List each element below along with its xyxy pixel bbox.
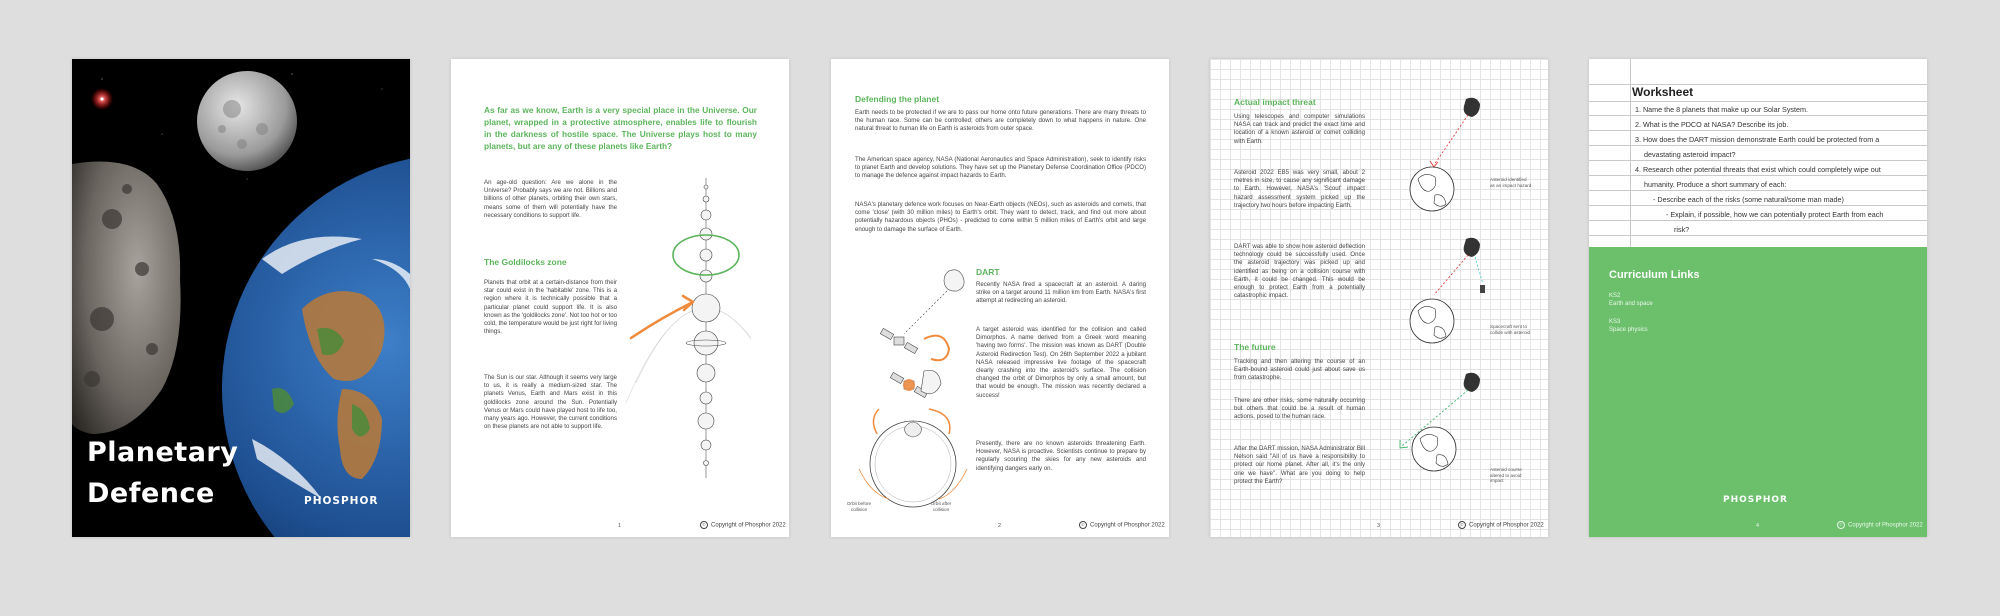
cover-brand-logo: PHOSPHOR xyxy=(304,495,379,507)
page-impact-threat xyxy=(1210,59,1548,537)
page4-copyright: © Copyright of Phosphor 2022 xyxy=(1837,521,1923,529)
caption-spacecraft: Spacecraft sent to collide with asteroid xyxy=(1490,324,1531,335)
worksheet-item: humanity. Produce a short summary of each: xyxy=(1644,180,1787,189)
worksheet-item: 2. What is the PDCO at NASA? Describe its job. xyxy=(1635,120,1789,129)
page-defending xyxy=(831,59,1169,537)
page3-copyright: © Copyright of Phosphor 2022 xyxy=(1458,521,1544,529)
ruled-line xyxy=(1589,175,1927,176)
page1-para-1: Planets that orbit at a certain-distance from their star could exist in the 'habitable' zone. This is a region where it is technically possible that a particular planet could support life. It is also known as the 'goldilocks zone'. Not too hot or too cold, the temperature would be just right for living things. xyxy=(484,279,617,336)
label-orbit-before: Orbit before collision xyxy=(846,501,872,512)
worksheet-margin-line xyxy=(1630,59,1631,247)
page3-future-para-1: Tracking and then altering the course of an Earth-bound asteroid could just about save us from catastrophe. xyxy=(1234,358,1365,382)
page3-para-2: Asteroid 2022 EB5 was very small, about 2 metres in size, to cause any significant damage to Earth. However, NASA's 'Scout' impact hazard assessment system picked up the trajectory two hours before impacting Earth. xyxy=(1234,169,1365,209)
ruled-line xyxy=(1589,190,1927,191)
ruled-line xyxy=(1589,130,1927,131)
page2-para-3: NASA's planetary defence work focuses on Near-Earth objects (NEOs), such as asteroids and comets, that come 'close' (with 30 million miles) to Earth's orbit. They want to detect, track, and find out more about potentially hazardous objects (PHOs) - predicted to come within 5 million miles of Earth's orbit and large enough to damage the surface of Earth. xyxy=(855,201,1146,233)
page3-heading: Actual impact threat xyxy=(1234,97,1316,107)
page1-lead: As far as we know, Earth is a very special place in the Universe. Our planet, wrapped in a protective atmosphere, enables life to flourish in the darkness of hostile space. The Universe plays host to many planets, but are any of these planets like Earth? xyxy=(484,105,757,151)
ruled-line xyxy=(1589,145,1927,146)
worksheet-item: - Describe each of the risks (some natural/some man made) xyxy=(1653,195,1844,204)
worksheet-item: 4. Research other potential threats that exist which could completely wipe out xyxy=(1635,165,1881,174)
copyright-icon: © xyxy=(1837,521,1845,529)
solar-system-illustration xyxy=(621,173,751,483)
worksheet-item: 3. How does the DART mission demonstrate Earth could be protected from a xyxy=(1635,135,1880,144)
page3-para-3: DART was able to show how asteroid deflection technology could be successfully used. Once the asteroid trajectory was picked up and identified as being on a collision course with Earth, it could be changed. This would be enough to protect Earth from a potentially catastrophic impact. xyxy=(1234,243,1365,300)
page2-number: 2 xyxy=(998,523,1002,529)
page2-copyright: © Copyright of Phosphor 2022 xyxy=(1079,521,1165,529)
impact-diagram xyxy=(1380,89,1530,489)
ruled-line xyxy=(1589,160,1927,161)
page2-para-1: Earth needs to be protected if we are to pass our home onto future generations. There are many threats to the human race. Some can be controlled; others are completely down to what happens in nature. One natural threat to human life on Earth is asteroids from outer space. xyxy=(855,109,1146,133)
page1-copyright: © Copyright of Phosphor 2022 xyxy=(700,521,786,529)
ruled-line xyxy=(1589,101,1927,102)
page2-dart-para-1: Recently NASA fired a spacecraft at an asteroid. A daring strike on a target around 11 million km from Earth. NASA's first attempt at redirecting an asteroid. xyxy=(976,281,1146,305)
page1-para-2: The Sun is our star. Although it seems very large to us, it is really a medium-sized star. The planets Venus, Earth and Mars exist in this goldilocks zone around the Sun. Potentially Venus or Mars could have played host to life too, many years ago. However, the current conditions on these planets are not able to support life. xyxy=(484,374,617,431)
page2-heading: Defending the planet xyxy=(855,94,940,104)
ruled-line xyxy=(1589,235,1927,236)
page3-future-para-2: There are other risks, some naturally occurring but others that could be a result of human actions, posed to the human race. xyxy=(1234,397,1365,421)
page2-dart-para-3: Presently, there are no known asteroids threatening Earth. However, NASA is proactive. Scientists continue to prepare by regularly scouring the skies for any new asteroids and identifying dangers early on. xyxy=(976,440,1146,472)
ruled-line xyxy=(1589,115,1927,116)
page3-number: 3 xyxy=(1377,523,1381,529)
curriculum-ks2-topic: Earth and space xyxy=(1609,301,1653,307)
curriculum-title: Curriculum Links xyxy=(1609,269,1700,281)
page2-dart-heading: DART xyxy=(976,267,1000,277)
cover-page xyxy=(72,59,410,537)
page3-future-para-3: After the DART mission, NASA Administrator Bill Nelson said "All of us have a responsibility to protect our home planet. After all, it's the only one we have". What are you doing to help protect the Earth? xyxy=(1234,445,1365,485)
curriculum-ks3-topic: Space physics xyxy=(1609,327,1648,333)
page1-intro: An age-old question: Are we alone in the Universe? Probably says we are not. Billions and billions of other planets, orbiting their own stars, means some of them will potentially have the necessary conditions to support life. xyxy=(484,179,617,219)
page-goldilocks xyxy=(451,59,789,537)
cover-title-line-2: Defence xyxy=(87,478,215,509)
page2-dart-para-2: A target asteroid was identified for the collision and called Dimorphos. A name derived from a Greek word meaning 'having two forms'. The mission was known as DART (Double Asteroid Redirection Test). On 26th September 2022 a jubilant NASA released impressive live footage of the spacecraft clearly crashing into the asteroid's surface. The collision changed the orbit of Dimorphos by only a small amount, but that would be enough. The mission was recently declared a success! xyxy=(976,326,1146,399)
copyright-icon: © xyxy=(1079,521,1087,529)
worksheet-item: - Explain, if possible, how we can potentially protect Earth from each xyxy=(1666,210,1884,219)
curriculum-panel xyxy=(1589,247,1927,537)
page3-future-heading: The future xyxy=(1234,342,1276,352)
page1-heading: The Goldilocks zone xyxy=(484,257,567,267)
copyright-icon: © xyxy=(700,521,708,529)
page2-para-2: The American space agency, NASA (National Aeronautics and Space Administration), seek to identify risks to planet Earth and develop solutions. They have set up the Planetary Defense Coordination Office (PDCO) to manage the defence against impact hazards to Earth. xyxy=(855,156,1146,180)
worksheet-item: 1. Name the 8 planets that make up our Solar System. xyxy=(1635,105,1808,114)
label-orbit-after: Orbit after collision xyxy=(930,501,952,512)
copyright-icon: © xyxy=(1458,521,1466,529)
ruled-line xyxy=(1589,205,1927,206)
worksheet-item: devastating asteroid impact? xyxy=(1644,150,1736,159)
cover-title-line-1: Planetary xyxy=(87,437,239,468)
page4-number: 4 xyxy=(1756,523,1760,529)
curriculum-ks3: KS3 xyxy=(1609,319,1621,325)
page1-number: 1 xyxy=(618,523,622,529)
worksheet-title: Worksheet xyxy=(1632,85,1694,99)
curriculum-ks2: KS2 xyxy=(1609,293,1621,299)
ruled-line xyxy=(1589,220,1927,221)
worksheet-item: risk? xyxy=(1674,225,1690,234)
page3-para-1: Using telescopes and computer simulations NASA can track and predict the exact time and location of a known asteroid or comet colliding with Earth. xyxy=(1234,113,1365,145)
caption-altered: Asteroid course altered to avoid impact xyxy=(1490,467,1522,484)
dart-illustration xyxy=(849,259,969,509)
page-worksheet xyxy=(1589,59,1927,537)
caption-identified: Asteroid identified as an impact hazard xyxy=(1490,177,1532,188)
worksheet-brand-logo: PHOSPHOR xyxy=(1723,495,1788,505)
